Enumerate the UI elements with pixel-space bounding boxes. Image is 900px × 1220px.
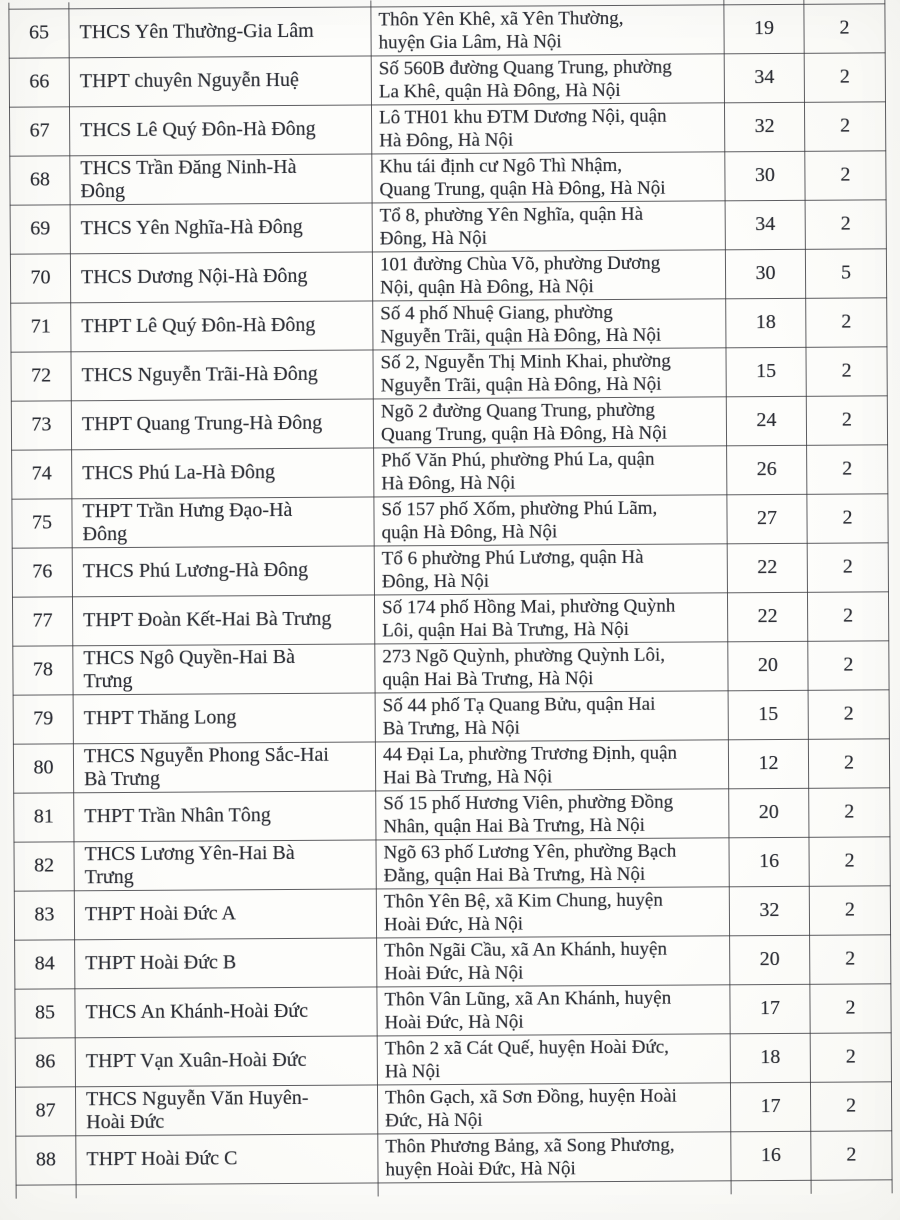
row-number-cell: 81: [14, 792, 74, 841]
address-cell: Khu tái định cư Ngô Thì Nhậm, Quang Trung, quận Hà Đông, Hà Nội: [372, 151, 725, 202]
value1-cell: 32: [724, 102, 804, 151]
value1-cell: 18: [730, 1033, 810, 1082]
school-list-table: [8, 0, 892, 1199]
value1-cell: 26: [727, 445, 807, 494]
school-name-cell: THCS Nguyễn Phong Sắc-Hai Bà Trưng: [73, 741, 375, 792]
address-cell: Thôn 2 xã Cát Quế, huyện Hoài Đức, Hà Nội: [377, 1033, 730, 1084]
row-number-cell: 77: [12, 596, 72, 645]
address-cell: Số 157 phố Xốm, phường Phú Lãm, quận Hà Đông, Hà Nội: [374, 494, 727, 545]
school-name-cell: THPT Quang Trung-Hà Đông: [71, 398, 373, 449]
row-number-cell: 65: [9, 8, 69, 57]
table-row: [9, 3, 885, 57]
row-number-cell: 87: [15, 1086, 75, 1135]
value2-cell: 2: [811, 1130, 892, 1179]
value1-cell: 32: [729, 886, 809, 935]
value1-cell: 30: [725, 151, 805, 200]
table-row: [12, 444, 888, 498]
value1-cell: 30: [725, 249, 805, 298]
address-cell: Số 4 phố Nhuệ Giang, phường Nguyễn Trãi, quận Hà Đông, Hà Nội: [373, 298, 726, 349]
value2-cell: 2: [808, 640, 889, 689]
cutoff-cell: [76, 1182, 378, 1198]
value2-cell: 2: [804, 3, 885, 52]
address-cell: 273 Ngõ Quỳnh, phường Quỳnh Lôi, quận Hai Bà Trưng, Hà Nội: [375, 641, 728, 692]
value2-cell: 2: [809, 787, 890, 836]
address-cell: Phố Văn Phú, phường Phú La, quận Hà Đông, Hà Nội: [374, 445, 727, 496]
table-row: [14, 836, 890, 890]
school-name-cell: THCS Phú Lương-Hà Đông: [72, 545, 374, 596]
value1-cell: 17: [730, 1082, 810, 1131]
value1-cell: 15: [728, 690, 808, 739]
school-name-cell: THPT Hoài Đức A: [74, 888, 376, 939]
address-cell: Thôn Ngãi Cầu, xã An Khánh, huyện Hoài Đức, Hà Nội: [377, 935, 730, 986]
table-row: [13, 640, 889, 694]
cutoff-cell: [16, 1184, 76, 1198]
row-number-cell: 83: [14, 890, 74, 939]
table-row: [12, 542, 888, 596]
value2-cell: 2: [807, 542, 888, 591]
table-row: [9, 101, 885, 155]
table-row: [12, 591, 888, 645]
value1-cell: 17: [730, 984, 810, 1033]
address-cell: Thôn Vân Lũng, xã An Khánh, huyện Hoài Đức, Hà Nội: [377, 984, 730, 1035]
address-cell: Lô TH01 khu ĐTM Dương Nội, quận Hà Đông, Hà Nội: [371, 102, 724, 153]
address-cell: Thôn Phương Bảng, xã Song Phương, huyện Hoài Đức, Hà Nội: [378, 1131, 731, 1182]
address-cell: Tổ 8, phường Yên Nghĩa, quận Hà Đông, Hà Nội: [372, 200, 725, 251]
row-number-cell: 72: [11, 351, 71, 400]
value2-cell: 2: [806, 297, 887, 346]
value2-cell: 2: [809, 885, 890, 934]
row-number-cell: 71: [11, 302, 71, 351]
table-row: [15, 983, 891, 1037]
address-cell: Ngõ 2 đường Quang Trung, phường Quang Trung, quận Hà Đông, Hà Nội: [373, 396, 726, 447]
value2-cell: 2: [810, 1032, 891, 1081]
value2-cell: 2: [808, 738, 889, 787]
value2-cell: 2: [805, 150, 886, 199]
value1-cell: 20: [730, 935, 810, 984]
school-name-cell: THPT Vạn Xuân-Hoài Đức: [75, 1035, 377, 1086]
school-name-cell: THPT Hoài Đức C: [76, 1133, 378, 1184]
value2-cell: 2: [804, 101, 885, 150]
row-number-cell: 67: [9, 106, 69, 155]
row-number-cell: 73: [11, 400, 71, 449]
value2-cell: 2: [810, 934, 891, 983]
school-name-cell: THPT Đoàn Kết-Hai Bà Trưng: [72, 594, 374, 645]
address-cell: Ngõ 63 phố Lương Yên, phường Bạch Đằng, quận Hai Bà Trưng, Hà Nội: [376, 837, 729, 888]
value1-cell: 24: [726, 396, 806, 445]
value2-cell: 2: [810, 1081, 891, 1130]
school-name-cell: THPT Hoài Đức B: [75, 937, 377, 988]
table-row: [14, 787, 890, 841]
value2-cell: 2: [805, 199, 886, 248]
row-number-cell: 76: [12, 547, 72, 596]
address-cell: Số 560B đường Quang Trung, phường La Khê, quận Hà Đông, Hà Nội: [371, 53, 724, 104]
school-name-cell: THCS Lê Quý Đôn-Hà Đông: [69, 104, 371, 155]
address-cell: Thôn Yên Khê, xã Yên Thường, huyện Gia Lâm, Hà Nội: [371, 4, 724, 55]
row-number-cell: 75: [12, 498, 72, 547]
value2-cell: 2: [807, 591, 888, 640]
row-number-cell: 66: [9, 57, 69, 106]
value2-cell: 2: [806, 346, 887, 395]
address-cell: Số 174 phố Hồng Mai, phường Quỳnh Lôi, quận Hai Bà Trưng, Hà Nội: [374, 592, 727, 643]
value1-cell: 18: [726, 298, 806, 347]
school-name-cell: THCS Nguyễn Văn Huyên- Hoài Đức: [75, 1084, 377, 1135]
row-number-cell: 68: [10, 155, 70, 204]
value1-cell: 12: [728, 739, 808, 788]
address-cell: Thôn Gạch, xã Sơn Đồng, huyện Hoài Đức, Hà Nội: [377, 1082, 730, 1133]
table-row: [14, 885, 890, 939]
school-name-cell: THPT chuyên Nguyễn Huệ: [69, 55, 371, 106]
address-cell: Số 15 phố Hương Viên, phường Đồng Nhân, quận Hai Bà Trưng, Hà Nội: [376, 788, 729, 839]
table-row: [16, 1130, 892, 1184]
value1-cell: 19: [724, 4, 804, 53]
value1-cell: 20: [728, 641, 808, 690]
school-name-cell: THCS Lương Yên-Hai Bà Trưng: [74, 839, 376, 890]
address-cell: 44 Đại La, phường Trương Định, quận Hai Bà Trưng, Hà Nội: [375, 739, 728, 790]
school-name-cell: THPT Lê Quý Đôn-Hà Đông: [71, 300, 373, 351]
value1-cell: 16: [729, 837, 809, 886]
table-row: [11, 297, 887, 351]
row-number-cell: 84: [15, 939, 75, 988]
school-name-cell: THPT Trần Hưng Đạo-Hà Đông: [72, 496, 374, 547]
school-name-cell: THCS Dương Nội-Hà Đông: [70, 251, 372, 302]
row-number-cell: 70: [10, 253, 70, 302]
school-name-cell: THCS Yên Nghĩa-Hà Đông: [70, 202, 372, 253]
table-row: [10, 150, 886, 204]
table-row: [15, 1032, 891, 1086]
table-row: [12, 493, 888, 547]
school-name-cell: THCS Phú La-Hà Đông: [72, 447, 374, 498]
value1-cell: 34: [725, 200, 805, 249]
value2-cell: 2: [807, 444, 888, 493]
value2-cell: 2: [807, 493, 888, 542]
school-name-cell: THCS Yên Thường-Gia Lâm: [69, 6, 371, 57]
school-name-cell: THPT Trần Nhân Tông: [74, 790, 376, 841]
row-number-cell: 74: [12, 449, 72, 498]
table-row: [13, 738, 889, 792]
table-row: [11, 346, 887, 400]
value1-cell: 16: [731, 1131, 811, 1180]
school-name-cell: THPT Thăng Long: [73, 692, 375, 743]
school-name-cell: THCS Ngô Quyền-Hai Bà Trưng: [73, 643, 375, 694]
address-cell: 101 đường Chùa Võ, phường Dương Nội, quận Hà Đông, Hà Nội: [372, 249, 725, 300]
row-number-cell: 82: [14, 841, 74, 890]
value2-cell: 5: [805, 248, 886, 297]
address-cell: Số 2, Nguyễn Thị Minh Khai, phường Nguyễn Trãi, quận Hà Đông, Hà Nội: [373, 347, 726, 398]
school-name-cell: THCS Nguyễn Trãi-Hà Đông: [71, 349, 373, 400]
school-name-cell: THCS An Khánh-Hoài Đức: [75, 986, 377, 1037]
table-row: [15, 934, 891, 988]
row-number-cell: 79: [13, 694, 73, 743]
table-row: [15, 1081, 891, 1135]
address-cell: Tổ 6 phường Phú Lương, quận Hà Đông, Hà Nội: [374, 543, 727, 594]
scan-skew-wrapper: [8, 0, 892, 1199]
table-row: [10, 199, 886, 253]
cutoff-cell: [731, 1180, 811, 1194]
school-name-cell: THCS Trần Đăng Ninh-Hà Đông: [70, 153, 372, 204]
table-row: [10, 248, 886, 302]
row-number-cell: 80: [13, 743, 73, 792]
value1-cell: 27: [727, 494, 807, 543]
cutoff-cell: [811, 1179, 892, 1193]
value2-cell: 2: [804, 52, 885, 101]
row-number-cell: 69: [10, 204, 70, 253]
value2-cell: 2: [808, 689, 889, 738]
value1-cell: 20: [729, 788, 809, 837]
address-cell: Thôn Yên Bệ, xã Kim Chung, huyện Hoài Đức, Hà Nội: [376, 886, 729, 937]
row-number-cell: 85: [15, 988, 75, 1037]
address-cell: Số 44 phố Tạ Quang Bửu, quận Hai Bà Trưng, Hà Nội: [375, 690, 728, 741]
value2-cell: 2: [809, 836, 890, 885]
value2-cell: 2: [806, 395, 887, 444]
value1-cell: 22: [727, 592, 807, 641]
value1-cell: 22: [727, 543, 807, 592]
table-row: [11, 395, 887, 449]
value2-cell: 2: [810, 983, 891, 1032]
value1-cell: 34: [724, 53, 804, 102]
table-row: [9, 52, 885, 106]
table-row: [13, 689, 889, 743]
row-number-cell: 86: [15, 1037, 75, 1086]
row-number-cell: 88: [16, 1135, 76, 1184]
cutoff-cell: [378, 1180, 731, 1196]
value1-cell: 15: [726, 347, 806, 396]
row-number-cell: 78: [13, 645, 73, 694]
